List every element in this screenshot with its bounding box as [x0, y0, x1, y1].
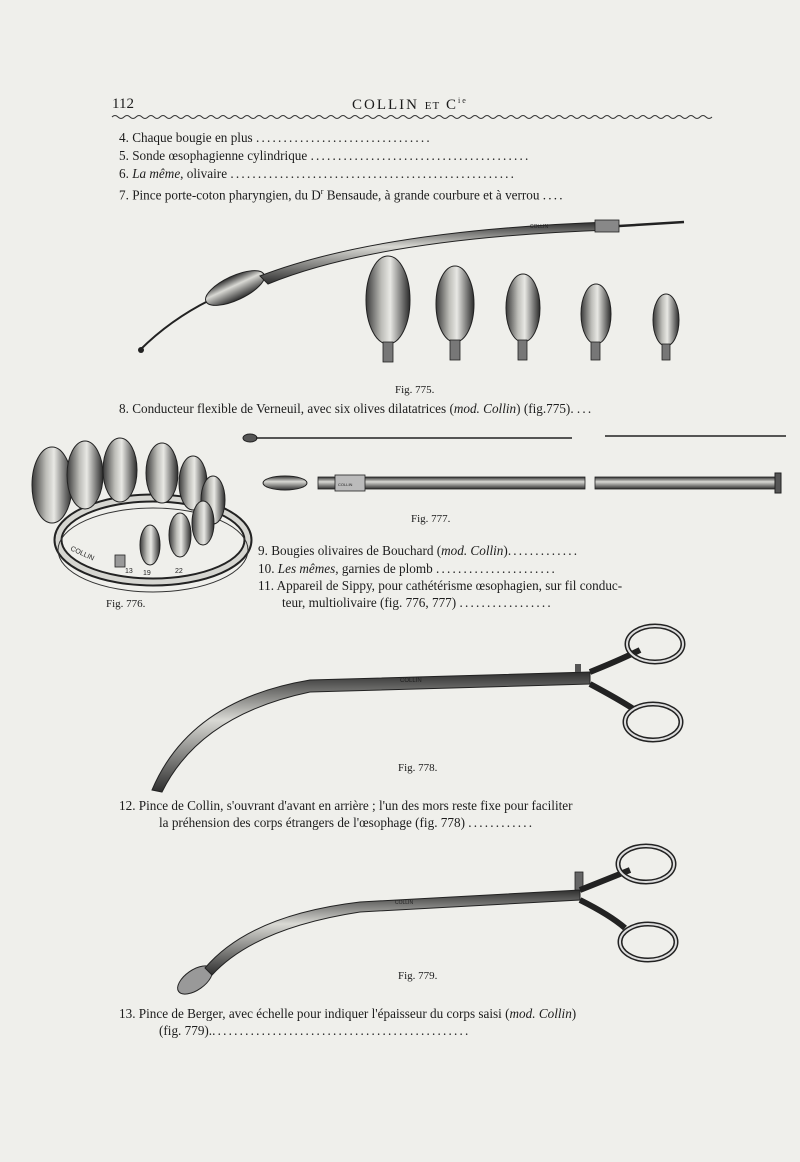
olives-group: [366, 256, 679, 362]
catalog-item-13: 13. Pince de Berger, avec échelle pour indiquer l'épaisseur du corps saisi (mod. Collin) (fig. 779)................................................: [119, 1006, 577, 1038]
title-main: COLLIN: [352, 97, 419, 113]
fig-778-caption: Fig. 778.: [398, 762, 438, 774]
running-title: [352, 96, 468, 114]
page-number: 112: [112, 96, 134, 112]
fig-775-illustration: [130, 210, 700, 380]
svg-text:22: 22: [175, 568, 183, 575]
svg-text:13: 13: [125, 568, 133, 575]
catalog-item-11: 11. Appareil de Sippy, pour cathétérisme œsophagien, sur fil conduc- teur, multiolivaire (fig. 776, 777) .................: [258, 578, 623, 610]
fig-779-caption: Fig. 779.: [398, 970, 438, 982]
catalog-item-8: 8. Conducteur flexible de Verneuil, avec six olives dilatatrices (mod. Collin) (fig.775). ...: [119, 401, 594, 416]
title-sup: ie: [457, 96, 468, 105]
svg-text:19: 19: [143, 570, 151, 577]
svg-text:COLLIN: COLLIN: [395, 900, 414, 906]
fig-777-illustration: [240, 428, 790, 498]
fig-775-caption: Fig. 775.: [395, 384, 435, 396]
fig-777-caption: Fig. 777.: [411, 513, 451, 525]
catalog-item-10: 10. Les mêmes, garnies de plomb ......................: [258, 561, 557, 576]
catalog-item-12: 12. Pince de Collin, s'ouvrant d'avant en arrière ; l'un des mors reste fixe pour faciliter la préhension des corps étrangers de l'œsophage (fig. 778) ............: [119, 798, 573, 830]
catalog-item-5: 5. Sonde œsophagienne cylindrique ........................................: [119, 148, 531, 163]
svg-text:COLLIN: COLLIN: [69, 545, 96, 563]
svg-text:COLLIN: COLLIN: [338, 482, 353, 487]
svg-text:COLLIN: COLLIN: [400, 678, 422, 684]
catalog-item-9: 9. Bougies olivaires de Bouchard (mod. Collin).............: [258, 543, 580, 558]
title-et: ET: [424, 100, 441, 112]
fig-776-caption: Fig. 776.: [106, 598, 146, 610]
catalog-item-6: 6. La même, olivaire ....................................................: [119, 166, 517, 181]
catalog-item-7: 7. Pince porte-coton pharyngien, du $D^r$ Bensaude, à grande courbure et à verrou ....: [119, 187, 565, 203]
fig-775-brand-label: COLLIN: [530, 224, 549, 230]
header-wavy-rule: [112, 114, 712, 120]
fig-776-illustration: [25, 425, 240, 590]
catalog-item-4: 4. Chaque bougie en plus ................................: [119, 130, 432, 145]
title-c: C: [445, 97, 458, 113]
